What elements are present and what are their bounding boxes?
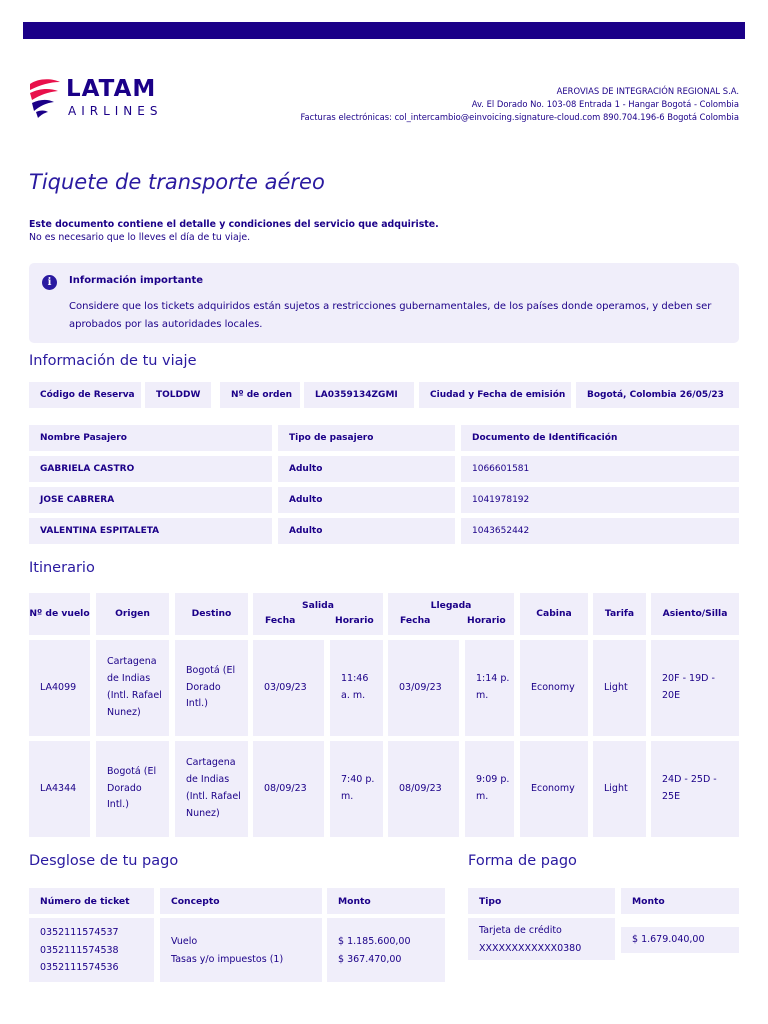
itin-tarifa: Light [593,741,646,837]
pax-header-doc: Documento de Identificación [461,425,739,451]
itin-salida-fecha: 03/09/23 [253,640,324,736]
itin-header-cabina: Cabina [520,593,588,635]
pax-name: GABRIELA CASTRO [29,456,272,482]
itin-llegada-hora: 1:14 p. m. [465,640,514,736]
reserva-label: Código de Reserva [29,382,141,408]
latam-logo [28,74,188,124]
salida-label: Salida [302,600,334,611]
reserva-value: TOLDDW [145,382,211,408]
method-tipo-line1: Tarjeta de crédito [479,925,562,936]
itinerary-heading: Itinerario [29,560,95,576]
itin-destino: Cartagena de Indias (Intl. Rafael Nunez) [175,741,248,837]
monto-item: $ 1.185.600,00 [338,936,411,947]
salida-fecha-label: Fecha [265,615,296,626]
company-name: AEROVIAS DE INTEGRACIÓN REGIONAL S.A. [556,86,739,96]
concepto-list [160,918,322,982]
pax-type: Adulto [278,456,455,482]
itin-cabina: Economy [520,741,588,837]
pax-doc: 1066601581 [461,456,739,482]
itin-header-tarifa: Tarifa [593,593,646,635]
concepto-item: Vuelo [171,936,198,947]
notice-title: Información importante [69,275,204,286]
pay-header-concepto: Concepto [160,888,322,914]
page-title: Tiquete de transporte aéreo [29,170,325,194]
itin-header-salida [253,593,383,635]
itin-salida-fecha: 08/09/23 [253,741,324,837]
itin-origen: Cartagena de Indias (Intl. Rafael Nunez) [96,640,169,736]
salida-horario-label: Horario [335,615,374,626]
company-info [300,85,739,124]
itin-llegada-fecha: 08/09/23 [388,741,459,837]
orden-label: Nº de orden [220,382,300,408]
itin-tarifa: Light [593,640,646,736]
intro-bold: Este documento contiene el detalle y condiciones del servicio que adquiriste. [29,219,439,230]
top-bar [23,22,745,39]
pay-header-monto: Monto [327,888,445,914]
pax-type: Adulto [278,487,455,513]
method-tipo-line2: XXXXXXXXXXXX0380 [479,942,582,954]
itin-asiento: 24D - 25D - 25E [651,741,739,837]
itin-llegada-fecha: 03/09/23 [388,640,459,736]
orden-value: LA0359134ZGMI [304,382,414,408]
brand-sub: AIRLINES [68,104,163,118]
pax-header-type: Tipo de pasajero [278,425,455,451]
ticket-list [29,918,154,982]
notice-text: Considere que los tickets adquiridos están sujetos a restricciones gubernamentales, de los países donde operamos, y deben ser aprobados por las autoridades locales. [69,301,712,330]
ticket-number: 0352111574537 [40,927,119,938]
itin-header-llegada [388,593,514,635]
itin-origen: Bogotá (El Dorado Intl.) [96,741,169,837]
itin-salida-hora: 11:46 a. m. [330,640,383,736]
trip-heading: Información de tu viaje [29,353,197,369]
pay-header-ticket: Número de ticket [29,888,154,914]
llegada-horario-label: Horario [467,615,506,626]
monto-item: $ 367.470,00 [338,953,402,965]
concepto-item: Tasas y/o impuestos (1) [171,953,284,965]
ticket-number: 0352111574538 [40,944,119,956]
ticket-number: 0352111574536 [40,962,119,973]
itin-header-origen: Origen [96,593,169,635]
intro-text [29,218,439,244]
method-monto: $ 1.679.040,00 [621,927,739,953]
intro-normal: No es necesario que lo lleves el día de tu viaje. [29,232,251,243]
pax-header-name: Nombre Pasajero [29,425,272,451]
method-heading: Forma de pago [468,853,577,869]
method-header-tipo: Tipo [468,888,615,914]
monto-list [327,918,445,982]
itin-asiento: 20F - 19D - 20E [651,640,739,736]
company-einvoice: Facturas electrónicas: col_intercambio@einvoicing.signature-cloud.com 890.704.196-6 Bogotá Colombia [300,112,739,122]
brand-name: LATAM [66,76,157,102]
itin-llegada-hora: 9:09 p. m. [465,741,514,837]
llegada-fecha-label: Fecha [400,615,431,626]
itin-vuelo: LA4344 [29,741,90,837]
pax-name: JOSE CABRERA [29,487,272,513]
latam-swoosh-icon [28,76,62,120]
pax-name: VALENTINA ESPITALETA [29,518,272,544]
itin-destino: Bogotá (El Dorado Intl.) [175,640,248,736]
info-icon: i [42,275,57,290]
itin-header-vuelo: Nº de vuelo [29,593,90,635]
method-header-monto: Monto [621,888,739,914]
pax-doc: 1041978192 [461,487,739,513]
itin-cabina: Economy [520,640,588,736]
itin-salida-hora: 7:40 p. m. [330,741,383,837]
itin-header-destino: Destino [175,593,248,635]
important-notice [29,263,739,343]
payment-heading: Desglose de tu pago [29,853,179,869]
itin-vuelo: LA4099 [29,640,90,736]
company-address: Av. El Dorado No. 103-08 Entrada 1 - Hangar Bogotá - Colombia [471,99,739,109]
emision-value: Bogotá, Colombia 26/05/23 [576,382,739,408]
itin-header-asiento: Asiento/Silla [651,593,739,635]
method-tipo [468,918,615,960]
llegada-label: Llegada [430,600,472,611]
pax-doc: 1043652442 [461,518,739,544]
pax-type: Adulto [278,518,455,544]
emision-label: Ciudad y Fecha de emisión [419,382,571,408]
